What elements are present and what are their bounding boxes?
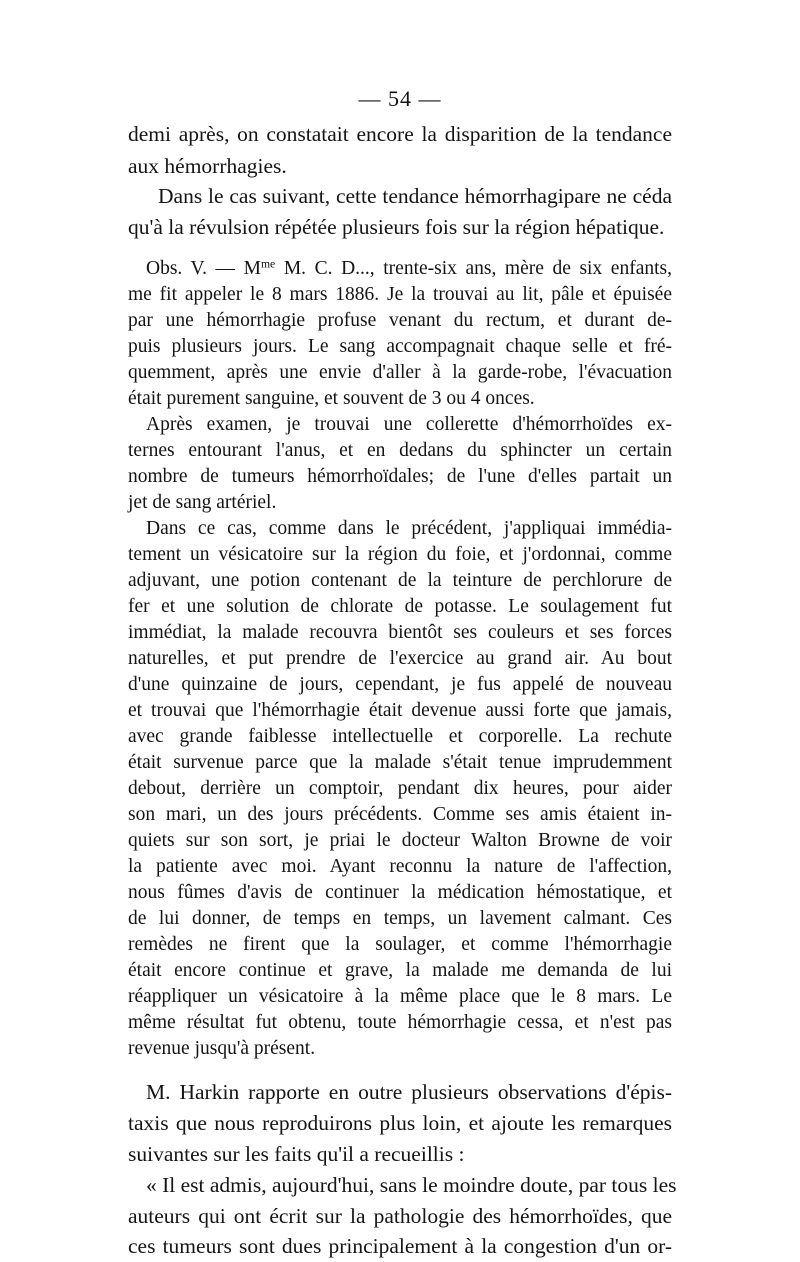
text-line: tement un vésicatoire sur la région du foie, et j'ordonnai, comme	[128, 544, 672, 565]
text-line: nous fûmes d'avis de continuer la médication hémostatique, et	[128, 882, 672, 903]
observation-label: Obs. V. — M	[146, 258, 261, 279]
observation-heading-line	[128, 258, 672, 280]
observation-line-rest: M. C. D..., trente-six ans, mère de six enfants,	[275, 258, 672, 279]
text-line: était purement sanguine, et souvent de 3 ou 4 onces.	[128, 388, 535, 409]
text-line: même résultat fut obtenu, toute hémorrhagie cessa, et n'est pas	[128, 1012, 672, 1033]
text-line: « Il est admis, aujourd'hui, sans le moindre doute, par tous les	[146, 1173, 677, 1197]
text-line: de lui donner, de temps en temps, un lavement calmant. Ces	[128, 908, 672, 929]
text-line: me fit appeler le 8 mars 1886. Je la trouvai au lit, pâle et épuisée	[128, 284, 672, 305]
text-line: ternes entourant l'anus, et en dedans du sphincter un certain	[128, 440, 672, 461]
text-line: était survenue parce que la malade s'était tenue imprudemment	[128, 752, 672, 773]
observation-superscript: me	[260, 257, 276, 271]
text-line: adjuvant, une potion contenant de la teinture de perchlorure de	[128, 570, 672, 591]
text-line: demi après, on constatait encore la disparition de la tendance	[128, 122, 672, 146]
page-number: — 54 —	[358, 86, 442, 111]
text-line: réappliquer un vésicatoire à la même place que le 8 mars. Le	[128, 986, 672, 1007]
text-line: taxis que nous reproduirons plus loin, et ajoute les remarques	[128, 1111, 672, 1135]
text-line: la patiente avec moi. Ayant reconnu la nature de l'affection,	[128, 856, 672, 877]
text-line: auteurs qui ont écrit sur la pathologie des hémorrhoïdes, que	[128, 1204, 672, 1228]
text-line: par une hémorrhagie profuse venant du rectum, et durant de-	[128, 310, 672, 331]
text-line: Dans ce cas, comme dans le précédent, j'appliquai immédia-	[146, 518, 672, 539]
text-line: Après examen, je trouvai une collerette d'hémorrhoïdes ex-	[146, 414, 672, 435]
text-line: quiets sur son sort, je priai le docteur Walton Browne de voir	[128, 830, 672, 851]
text-line: nombre de tumeurs hémorrhoïdales; de l'une d'elles partait un	[128, 466, 672, 487]
text-line: avec grande faiblesse intellectuelle et corporelle. La rechute	[128, 726, 672, 747]
text-line: puis plusieurs jours. Le sang accompagnait chaque selle et fré-	[128, 336, 672, 357]
text-line: Dans le cas suivant, cette tendance hémorrhagipare ne céda	[158, 184, 672, 208]
text-line: fer et une solution de chlorate de potasse. Le soulagement fut	[128, 596, 672, 617]
text-line: ces tumeurs sont dues principalement à la congestion d'un or-	[128, 1234, 672, 1258]
text-line: qu'à la révulsion répétée plusieurs fois sur la région hépatique.	[128, 215, 665, 239]
text-line: debout, derrière un comptoir, pendant dix heures, pour aider	[128, 778, 672, 799]
text-line: M. Harkin rapporte en outre plusieurs observations d'épis-	[146, 1080, 672, 1104]
text-line: naturelles, et put prendre de l'exercice au grand air. Au bout	[128, 648, 672, 669]
text-line: remèdes ne firent que la soulager, et comme l'hémorrhagie	[128, 934, 672, 955]
text-line: jet de sang artériel.	[128, 492, 277, 513]
text-line: immédiat, la malade recouvra bientôt ses couleurs et ses forces	[128, 622, 672, 643]
text-line: d'une quinzaine de jours, cependant, je fus appelé de nouveau	[128, 674, 672, 695]
text-line: suivantes sur les faits qu'il a recueillis :	[128, 1142, 465, 1166]
text-line: et trouvai que l'hémorrhagie était devenue aussi forte que jamais,	[128, 700, 672, 721]
text-line: revenue jusqu'à présent.	[128, 1038, 316, 1059]
text-line: quemment, après une envie d'aller à la garde-robe, l'évacuation	[128, 362, 672, 383]
text-line: était encore continue et grave, la malade me demanda de lui	[128, 960, 672, 981]
text-line: aux hémorrhagies.	[128, 154, 287, 178]
text-line: son mari, un des jours précédents. Comme ses amis étaient in-	[128, 804, 672, 825]
